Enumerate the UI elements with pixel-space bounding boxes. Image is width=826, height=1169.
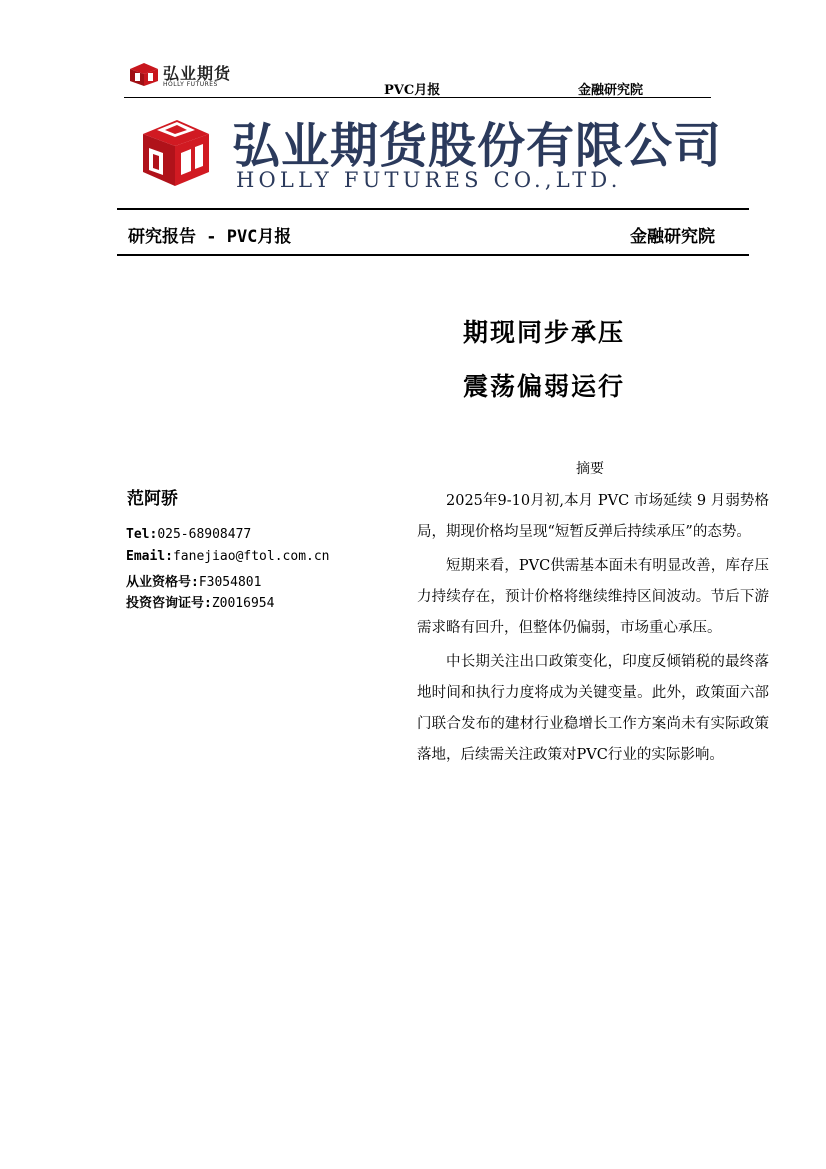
consult-value: Z0016954	[211, 596, 275, 611]
author-cert	[126, 571, 261, 590]
tel-label: Tel:	[126, 527, 158, 542]
author-email	[126, 549, 330, 564]
banner-company-en: HOLLY FUTURES CO.,LTD.	[236, 168, 622, 192]
email-label: Email:	[126, 549, 173, 564]
author-name: 范阿骄	[127, 489, 178, 509]
cert-value: F3054801	[198, 575, 262, 590]
abstract-heading: 摘要	[576, 461, 604, 477]
holly-cube-logo-icon	[139, 116, 211, 188]
band-bottom-rule	[117, 254, 749, 256]
abstract-body	[417, 486, 769, 774]
abstract-paragraph: 2025年9-10月初,本月 PVC 市场延续 9 月弱势格局，期现价格均呈现“短暂反弹后持续承压”的态势。	[417, 493, 769, 540]
header-company-cn: 弘业期货	[163, 64, 232, 83]
header-company-en: HOLLY FUTURES	[163, 81, 218, 88]
author-tel	[126, 527, 251, 542]
report-type-label: 研究报告 - PVC月报	[128, 227, 292, 247]
report-title-line1: 期现同步承压	[463, 318, 626, 347]
abstract-paragraph: 中长期关注出口政策变化，印度反倾销税的最终落地时间和执行力度将成为关键变量。此外，政策面六部门联合发布的建材行业稳增长工作方案尚未有实际政策落地，后续需关注政策对PVC行业的实际影响。	[417, 654, 769, 763]
header-report-title: PVC月报	[384, 83, 441, 98]
cert-label: 从业资格号:	[126, 575, 199, 590]
band-top-rule	[117, 208, 749, 210]
report-title-line2: 震荡偏弱运行	[463, 372, 626, 401]
email-value: fanejiao@ftol.com.cn	[172, 549, 330, 564]
banner-company-cn: 弘业期货股份有限公司	[232, 118, 723, 174]
consult-label: 投资咨询证号:	[126, 596, 212, 611]
abstract-paragraph: 短期来看，PVC供需基本面未有明显改善，库存压力持续存在，预计价格将继续维持区间波动。节后下游需求略有回升，但整体仍偏弱，市场重心承压。	[417, 558, 769, 636]
tel-value: 025-68908477	[157, 527, 252, 542]
report-department-label: 金融研究院	[630, 227, 715, 247]
holly-logo-icon	[127, 61, 161, 87]
header-rule	[124, 97, 711, 98]
header-department: 金融研究院	[578, 83, 644, 98]
author-consult	[126, 592, 274, 611]
